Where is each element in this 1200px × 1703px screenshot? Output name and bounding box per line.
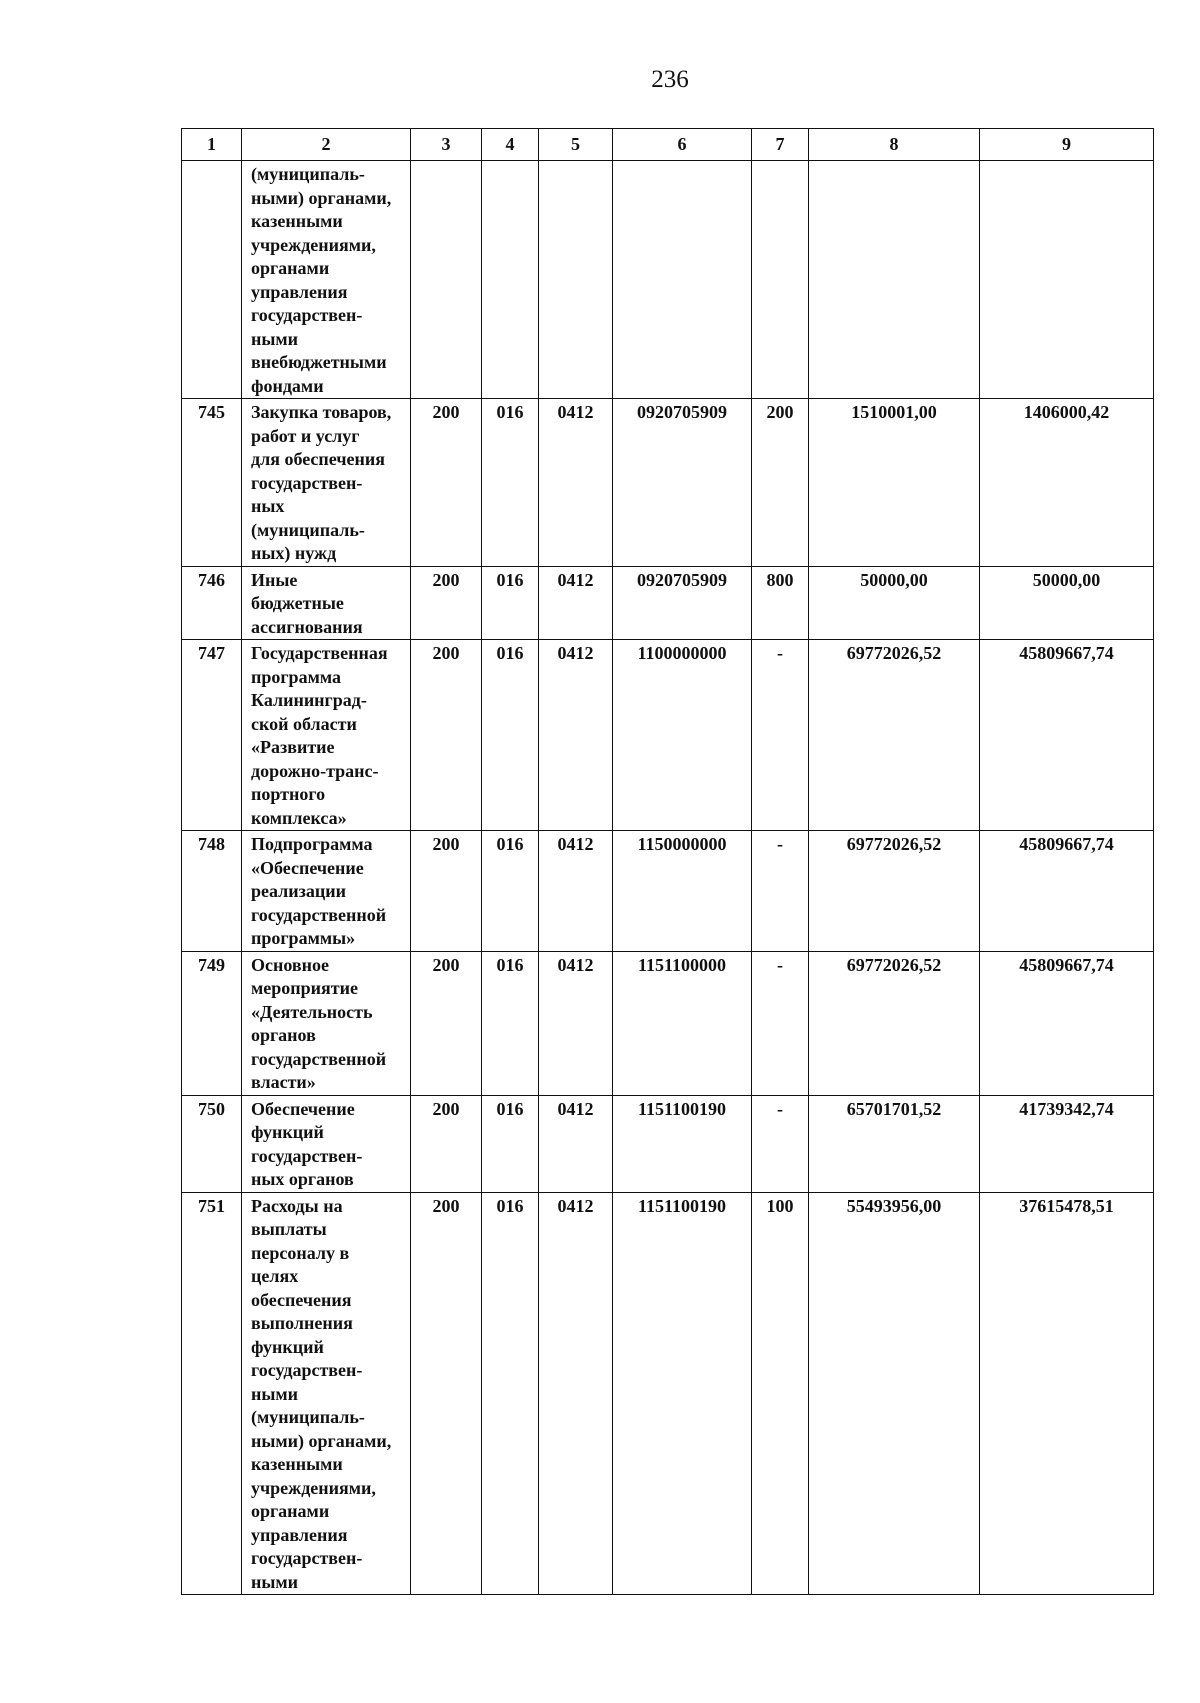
column-header: 7 xyxy=(752,129,809,161)
column-header: 1 xyxy=(182,129,242,161)
row-number-cell: 751 xyxy=(182,1192,242,1595)
expense-type-cell: - xyxy=(752,1095,809,1192)
target-article-cell: 0920705909 xyxy=(613,399,752,567)
section-code-cell: 0412 xyxy=(539,831,613,952)
ministry-code-cell xyxy=(482,161,539,399)
row-number-cell xyxy=(182,161,242,399)
admin-code-cell: 200 xyxy=(411,951,482,1095)
actual-amount-cell xyxy=(980,161,1154,399)
column-header: 6 xyxy=(613,129,752,161)
planned-amount-cell xyxy=(809,161,980,399)
table-row xyxy=(182,831,1154,952)
planned-amount-cell: 50000,00 xyxy=(809,566,980,640)
section-code-cell: 0412 xyxy=(539,951,613,1095)
expense-type-cell: 800 xyxy=(752,566,809,640)
row-number-cell: 747 xyxy=(182,640,242,831)
admin-code-cell: 200 xyxy=(411,831,482,952)
admin-code-cell xyxy=(411,161,482,399)
page-number: 236 xyxy=(651,66,689,93)
table-row xyxy=(182,640,1154,831)
name-cell: Основное мероприятие «Деятельность органов государственной власти» xyxy=(242,951,411,1095)
table-row xyxy=(182,566,1154,640)
row-number-cell: 749 xyxy=(182,951,242,1095)
row-number-cell: 750 xyxy=(182,1095,242,1192)
name-cell: Подпрограмма «Обеспечение реализации государственной программы» xyxy=(242,831,411,952)
table-row xyxy=(182,399,1154,567)
expense-type-cell: - xyxy=(752,640,809,831)
table-row xyxy=(182,1095,1154,1192)
table-header xyxy=(182,129,1154,161)
section-code-cell: 0412 xyxy=(539,566,613,640)
header-row xyxy=(182,129,1154,161)
planned-amount-cell: 65701701,52 xyxy=(809,1095,980,1192)
actual-amount-cell: 50000,00 xyxy=(980,566,1154,640)
ministry-code-cell: 016 xyxy=(482,1192,539,1595)
row-number-cell: 745 xyxy=(182,399,242,567)
section-code-cell: 0412 xyxy=(539,1192,613,1595)
section-code-cell: 0412 xyxy=(539,1095,613,1192)
ministry-code-cell: 016 xyxy=(482,1095,539,1192)
table-row xyxy=(182,161,1154,399)
target-article-cell: 1100000000 xyxy=(613,640,752,831)
admin-code-cell: 200 xyxy=(411,640,482,831)
section-code-cell xyxy=(539,161,613,399)
section-code-cell: 0412 xyxy=(539,640,613,831)
ministry-code-cell: 016 xyxy=(482,566,539,640)
table-body xyxy=(182,161,1154,1595)
table-row xyxy=(182,951,1154,1095)
actual-amount-cell: 37615478,51 xyxy=(980,1192,1154,1595)
name-cell: Иные бюджетные ассигнования xyxy=(242,566,411,640)
column-header: 4 xyxy=(482,129,539,161)
planned-amount-cell: 1510001,00 xyxy=(809,399,980,567)
column-header: 5 xyxy=(539,129,613,161)
expense-type-cell: 200 xyxy=(752,399,809,567)
row-number-cell: 746 xyxy=(182,566,242,640)
admin-code-cell: 200 xyxy=(411,1095,482,1192)
column-header: 2 xyxy=(242,129,411,161)
target-article-cell: 1151100190 xyxy=(613,1192,752,1595)
ministry-code-cell: 016 xyxy=(482,640,539,831)
name-cell: Государственная программа Калининград- ской области «Развитие дорожно-транс- портного комплекса» xyxy=(242,640,411,831)
section-code-cell: 0412 xyxy=(539,399,613,567)
budget-table xyxy=(181,128,1154,1595)
ministry-code-cell: 016 xyxy=(482,951,539,1095)
actual-amount-cell: 45809667,74 xyxy=(980,951,1154,1095)
planned-amount-cell: 55493956,00 xyxy=(809,1192,980,1595)
target-article-cell: 1151100000 xyxy=(613,951,752,1095)
admin-code-cell: 200 xyxy=(411,1192,482,1595)
planned-amount-cell: 69772026,52 xyxy=(809,640,980,831)
target-article-cell: 1150000000 xyxy=(613,831,752,952)
target-article-cell: 0920705909 xyxy=(613,566,752,640)
name-cell: (муниципаль- ными) органами, казенными учреждениями, органами управления государствен- ными внебюджетными фондами xyxy=(242,161,411,399)
target-article-cell xyxy=(613,161,752,399)
planned-amount-cell: 69772026,52 xyxy=(809,951,980,1095)
name-cell: Обеспечение функций государствен- ных органов xyxy=(242,1095,411,1192)
ministry-code-cell: 016 xyxy=(482,399,539,567)
admin-code-cell: 200 xyxy=(411,399,482,567)
actual-amount-cell: 45809667,74 xyxy=(980,640,1154,831)
name-cell: Закупка товаров, работ и услуг для обеспечения государствен- ных (муниципаль- ных) нужд xyxy=(242,399,411,567)
admin-code-cell: 200 xyxy=(411,566,482,640)
table-row xyxy=(182,1192,1154,1595)
actual-amount-cell: 1406000,42 xyxy=(980,399,1154,567)
expense-type-cell xyxy=(752,161,809,399)
expense-type-cell: - xyxy=(752,831,809,952)
column-header: 3 xyxy=(411,129,482,161)
target-article-cell: 1151100190 xyxy=(613,1095,752,1192)
expense-type-cell: 100 xyxy=(752,1192,809,1595)
row-number-cell: 748 xyxy=(182,831,242,952)
expense-type-cell: - xyxy=(752,951,809,1095)
planned-amount-cell: 69772026,52 xyxy=(809,831,980,952)
ministry-code-cell: 016 xyxy=(482,831,539,952)
actual-amount-cell: 41739342,74 xyxy=(980,1095,1154,1192)
column-header: 8 xyxy=(809,129,980,161)
name-cell: Расходы на выплаты персоналу в целях обеспечения выполнения функций государствен- ными (муниципаль- ными) органами, казенными учреждениями, органами управления государствен- ными xyxy=(242,1192,411,1595)
actual-amount-cell: 45809667,74 xyxy=(980,831,1154,952)
column-header: 9 xyxy=(980,129,1154,161)
